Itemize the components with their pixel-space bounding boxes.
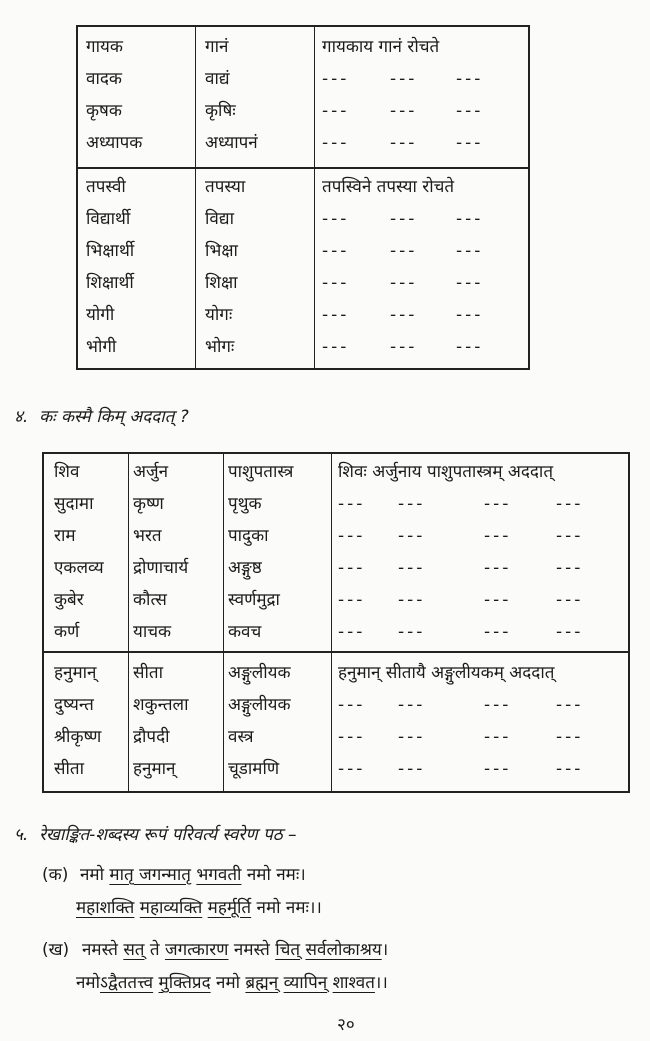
table-cell-gift: अङ्गुलीयक [228,663,291,683]
table-cell-blank: --- [398,727,426,747]
table-cell-gift: पादुका [228,526,269,546]
table-cell-object: शिक्षा [205,273,238,293]
table-cell-blank: --- [456,101,484,121]
underlined-word: महाशक्ति [76,898,135,918]
table-cell-receiver: कौत्स [133,590,167,610]
verse-text: ।। [374,973,388,993]
table-cell-blank: --- [484,622,512,642]
underlined-word: ब्रह्मन् [245,973,279,993]
table-cell-giver: राम [54,526,76,546]
table-cell-blank: --- [556,695,584,715]
verse-ka-line-2 [76,895,322,918]
underlined-word: महाव्यक्ति [139,898,203,918]
table-cell-noun: भोगी [86,337,117,357]
table-cell-noun: विद्यार्थी [86,209,131,229]
table-cell-blank: --- [398,558,426,578]
table-cell-blank: --- [398,526,426,546]
verse-text: नमो नमः।। [251,898,322,918]
table-cell-gift: पाशुपतास्त्र [228,462,294,482]
table-cell-blank: --- [556,727,584,747]
table-cell-blank: --- [338,695,366,715]
table-cell-blank: --- [456,69,484,89]
underlined-word: भगवती [196,865,242,885]
table-cell-object: भोगः [205,337,235,357]
table-cell-sentence: गायकाय गानं रोचते [322,37,440,57]
table-cell-object: अध्यापनं [205,133,258,153]
table-cell-noun: अध्यापक [86,133,143,153]
table-kah-kasmai [42,452,630,793]
table-cell-noun: योगी [86,305,115,325]
table-cell-blank: --- [484,759,512,779]
underlined-word: व्यापिन् [283,973,328,993]
table-cell-blank: --- [556,558,584,578]
verse-text: नमो नमः। [241,865,306,885]
table-cell-blank: --- [322,337,350,357]
table-cell-blank: --- [390,101,418,121]
table-cell-blank: --- [556,494,584,514]
table-cell-sentence: शिवः अर्जुनाय पाशुपतास्त्रम् अददात् [338,462,554,482]
verse-kha-label: (ख) [42,940,70,960]
verse-text: ते [144,940,165,960]
table-cell-gift: स्वर्णमुद्रा [228,590,280,610]
table-cell-noun: गायक [86,37,123,57]
verse-text: नमस्ते [82,940,124,960]
table-cell-blank: --- [322,305,350,325]
table-cell-blank: --- [322,241,350,261]
table-cell-giver: दुष्यन्त [54,695,94,715]
verse-ka-label: (क) [42,865,69,885]
section-4-title: कः कस्मै किम् अददात् ? [39,407,189,427]
table-cell-sentence: तपस्विने तपस्या रोचते [322,177,455,197]
underlined-word: मुक्तिप्रद [158,973,211,993]
table-cell-giver: श्रीकृष्ण [54,727,102,747]
table-cell-receiver: सीता [133,663,163,683]
table-cell-gift: अङ्गुलीयक [228,695,291,715]
table-cell-blank: --- [456,305,484,325]
table-cell-receiver: शकुन्तला [133,695,189,715]
table-cell-object: गानं [205,37,229,57]
table-cell-object: योगः [205,305,233,325]
underlined-word: सर्वलोकाश्रय [305,940,382,960]
table-cell-noun: भिक्षार्थी [86,241,135,261]
verse-text: । [381,940,389,960]
underlined-word: ऽद्वैततत्त्व [100,973,154,993]
section-5-title: रेखाङ्कित-शब्दस्य रूपं परिवर्त्य स्वरेण पठ – [39,825,297,845]
table-cell-blank: --- [484,494,512,514]
table-cell-blank: --- [456,209,484,229]
table-cell-gift: कवच [228,622,262,642]
table-cell-receiver: याचक [133,622,172,642]
table-cell-blank: --- [484,558,512,578]
table-cell-blank: --- [556,526,584,546]
table-cell-blank: --- [556,622,584,642]
verse-text: नमस्ते [228,940,276,960]
table-cell-giver: सुदामा [54,494,94,514]
table-cell-blank: --- [456,133,484,153]
table-cell-object: तपस्या [205,177,246,197]
table-cell-blank: --- [338,622,366,642]
table-cell-blank: --- [390,241,418,261]
table-cell-blank: --- [398,590,426,610]
table-cell-blank: --- [398,622,426,642]
underlined-word: सत् [123,940,145,960]
page-number: २० [337,1015,355,1035]
table-cell-blank: --- [338,727,366,747]
table-cell-blank: --- [556,590,584,610]
table-cell-object: भिक्षा [205,241,238,261]
table-cell-blank: --- [556,759,584,779]
table-cell-blank: --- [338,759,366,779]
table-cell-blank: --- [456,273,484,293]
table-cell-gift: अङ्गुष्ठ [228,558,262,578]
underlined-word: जगन्मातृ [133,865,191,885]
table-cell-blank: --- [484,727,512,747]
section-5-heading [14,822,297,845]
table-cell-noun: शिक्षार्थी [86,273,134,293]
table-cell-giver: कर्ण [54,622,80,642]
table-cell-blank: --- [456,241,484,261]
table-cell-blank: --- [484,695,512,715]
table-cell-gift: पृथुक [228,494,262,514]
table-cell-receiver: द्रोणाचार्य [133,558,189,578]
verse-ka-line-1 [80,862,306,885]
table-cell-sentence: हनुमान् सीतायै अङ्गुलीयकम् अददात् [338,663,555,683]
table-cell-blank: --- [390,337,418,357]
table-cell-blank: --- [338,494,366,514]
verse-kha-line-2 [76,970,388,993]
table-cell-blank: --- [338,590,366,610]
table-cell-gift: चूडामणि [228,759,280,779]
section-4-heading [14,404,189,427]
table-cell-blank: --- [338,526,366,546]
underlined-word: महर्मूर्ति [207,898,252,918]
table-cell-receiver: अर्जुन [133,462,169,482]
table-cell-receiver: कृष्ण [133,494,164,514]
table-cell-giver: कुबेर [54,590,84,610]
table-cell-blank: --- [322,273,350,293]
table-cell-blank: --- [398,494,426,514]
verse-text: नमो [80,865,110,885]
underlined-word: जगत्कारण [165,940,229,960]
table-cell-blank: --- [390,305,418,325]
table-cell-blank: --- [390,273,418,293]
table-cell-object: वाद्यं [205,69,230,89]
table-cell-giver: शिव [54,462,80,482]
verse-text: नमो [76,973,101,993]
table-cell-gift: वस्त्र [228,727,254,747]
table-cell-object: विद्या [205,209,234,229]
table-cell-blank: --- [390,133,418,153]
table-cell-blank: --- [322,101,350,121]
table-cell-object: कृषिः [205,101,236,121]
underlined-word: मातृ [109,865,134,885]
table-cell-blank: --- [398,759,426,779]
section-4-number: ४. [14,407,29,427]
table-cell-noun: वादक [86,69,122,89]
table-cell-receiver: भरत [133,526,162,546]
table-cell-blank: --- [484,590,512,610]
table-cell-receiver: हनुमान् [133,759,176,779]
verse-text: नमो [210,973,246,993]
verse-kha-line-1 [82,937,388,960]
table-cell-giver: सीता [54,759,84,779]
table-cell-blank: --- [390,209,418,229]
table-cell-receiver: द्रौपदी [133,727,170,747]
table-cell-blank: --- [322,69,350,89]
table-cell-noun: तपस्वी [86,177,126,197]
table-cell-giver: एकलव्य [54,558,104,578]
table-cell-blank: --- [484,526,512,546]
underlined-word: चित् [275,940,301,960]
table-cell-noun: कृषक [86,101,122,121]
table-cell-blank: --- [390,69,418,89]
table-cell-blank: --- [398,695,426,715]
table-cell-giver: हनुमान् [54,663,97,683]
table-cell-blank: --- [338,558,366,578]
table-cell-blank: --- [322,133,350,153]
section-5-number: ५. [14,825,29,845]
underlined-word: शाश्वत [332,973,375,993]
table-cell-blank: --- [456,337,484,357]
table-cell-blank: --- [322,209,350,229]
